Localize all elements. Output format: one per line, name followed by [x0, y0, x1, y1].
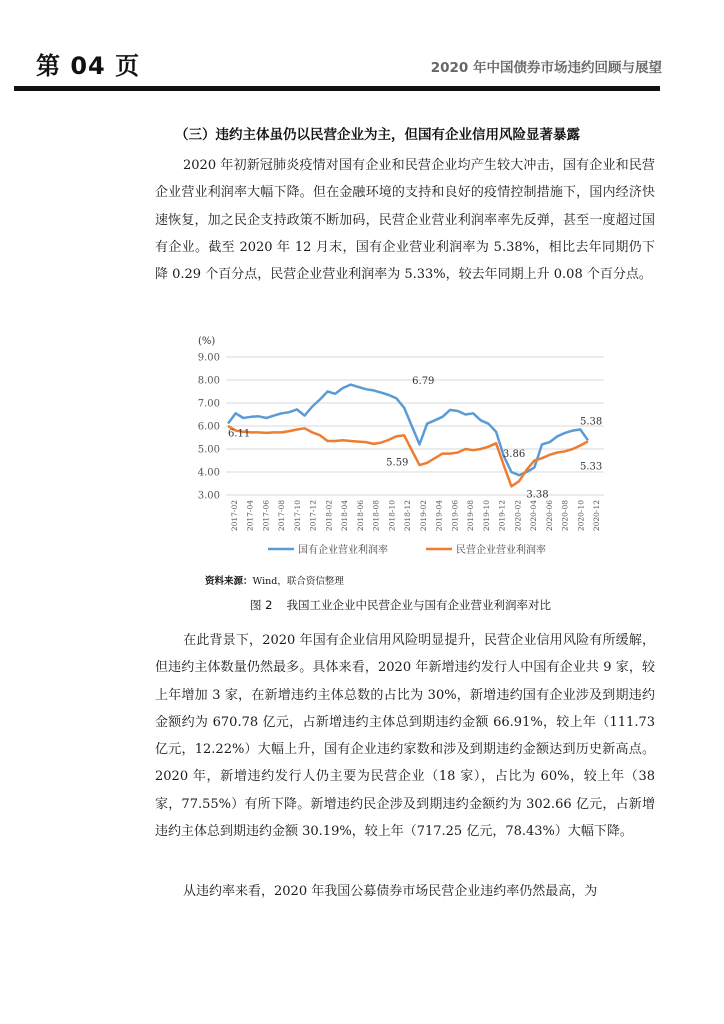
header-divider [14, 86, 660, 91]
data-label: 6.11 [228, 428, 251, 440]
figure-source [205, 573, 344, 587]
profit-margin-chart [186, 330, 618, 570]
x-tick-label: 2018-02 [324, 500, 334, 532]
x-tick-label: 2019-06 [450, 500, 460, 532]
data-label: 5.59 [386, 457, 409, 469]
x-tick-label: 2019-04 [434, 500, 444, 532]
x-tick-label: 2017-04 [245, 500, 255, 532]
x-tick-label: 2018-04 [340, 500, 350, 532]
x-tick-label: 2017-02 [229, 500, 239, 532]
x-tick-label: 2019-08 [466, 500, 476, 532]
x-tick-label: 2020-02 [513, 500, 523, 532]
page-number: 第 04 页 [36, 52, 141, 80]
x-tick-label: 2018-06 [355, 500, 365, 532]
y-tick-label: 8.00 [197, 375, 220, 387]
x-tick-label: 2020-06 [544, 500, 554, 532]
x-tick-label: 2019-02 [418, 500, 428, 532]
y-tick-label: 6.00 [197, 421, 220, 433]
data-label: 3.38 [526, 489, 549, 501]
y-tick-label: 3.00 [197, 490, 220, 502]
chart-svg [186, 330, 618, 570]
section-heading: （三）违约主体虽仍以民营企业为主，但国有企业信用风险显著暴露 [175, 127, 580, 143]
data-label: 5.33 [580, 461, 603, 473]
x-tick-label: 2020-04 [529, 500, 539, 532]
paragraph-3 [155, 878, 655, 905]
x-tick-label: 2017-06 [261, 500, 271, 532]
series-line-private [228, 426, 588, 486]
y-tick-label: 7.00 [197, 398, 220, 410]
y-tick-label: 9.00 [197, 352, 220, 364]
figure-caption [250, 597, 551, 613]
x-tick-label: 2019-10 [481, 500, 491, 532]
paragraph-3-text: 从违约率来看，2020 年我国公募债券市场民营企业违约率仍然最高，为 [183, 884, 598, 899]
paragraph-2 [155, 627, 655, 845]
paragraph-2-text: 在此背景下，2020 年国有企业信用风险明显提升，民营企业信用风险有所缓解，但违约主体数量仍然最多。具体来看，2020 年新增违约发行人中国有企业共 9 家，较上年增加 3 家，在新增违约主体总数的占比为 30%，新增违约国有企业涉及到期违约金额约为 670.78 亿元，占新增违约主体总到期违约金额 66.91%，较上年（111.73 亿元，12.22%）大幅上升，国有企业违约家数和涉及到期违约金额达到历史新高点。2020 年，新增违约发行人仍主要为民营企业（18 家），占比为 60%，较上年（38 家，77.55%）有所下降。新增违约民企涉及到期违约金额约为 302.66 亿元，占新增违约主体总到期违约金额 30.19%，较上年（717.25 亿元，78.43%）大幅下降。 [155, 633, 655, 840]
x-tick-label: 2018-12 [403, 500, 413, 532]
data-label: 3.86 [502, 449, 526, 461]
x-tick-label: 2020-10 [576, 500, 586, 532]
x-tick-label: 2018-08 [371, 500, 381, 532]
y-tick-label: 4.00 [197, 467, 220, 479]
source-label: 资料来源： [205, 576, 253, 587]
x-tick-label: 2017-12 [308, 500, 318, 532]
x-tick-label: 2018-10 [387, 500, 397, 532]
x-tick-label: 2019-12 [497, 500, 507, 532]
x-tick-label: 2020-12 [592, 500, 602, 532]
y-unit-label: (%) [198, 336, 216, 347]
source-text: Wind，联合资信整理 [252, 576, 344, 587]
paragraph-1 [155, 152, 655, 288]
document-title: 2020 年中国债券市场违约回顾与展望 [430, 60, 662, 76]
x-tick-label: 2017-10 [292, 500, 302, 532]
data-label: 5.38 [580, 416, 603, 428]
x-tick-label: 2017-08 [277, 500, 287, 532]
legend-label-state-owned: 国有企业营业利润率 [298, 545, 388, 556]
figure-number: 图 2 [250, 598, 273, 612]
paragraph-1-text: 2020 年初新冠肺炎疫情对国有企业和民营企业均产生较大冲击，国有企业和民营企业营业利润率大幅下降。但在金融环境的支持和良好的疫情控制措施下，国内经济快速恢复，加之民企支持政策不断加码，民营企业营业利润率率先反弹，甚至一度超过国有企业。截至 2020 年 12 月末，国有企业营业利润率为 5.38%，相比去年同期仍下降 0.29 个百分点，民营企业营业利润率为 5.33%，较去年同期上升 0.08 个百分点。 [155, 158, 655, 283]
data-label: 6.79 [412, 375, 435, 387]
x-tick-label: 2020-08 [560, 500, 570, 532]
figure-caption-text: 我国工业企业中民营企业与国有企业营业利润率对比 [286, 598, 551, 612]
y-tick-label: 5.00 [197, 444, 220, 456]
legend-label-private: 民营企业营业利润率 [456, 545, 546, 556]
